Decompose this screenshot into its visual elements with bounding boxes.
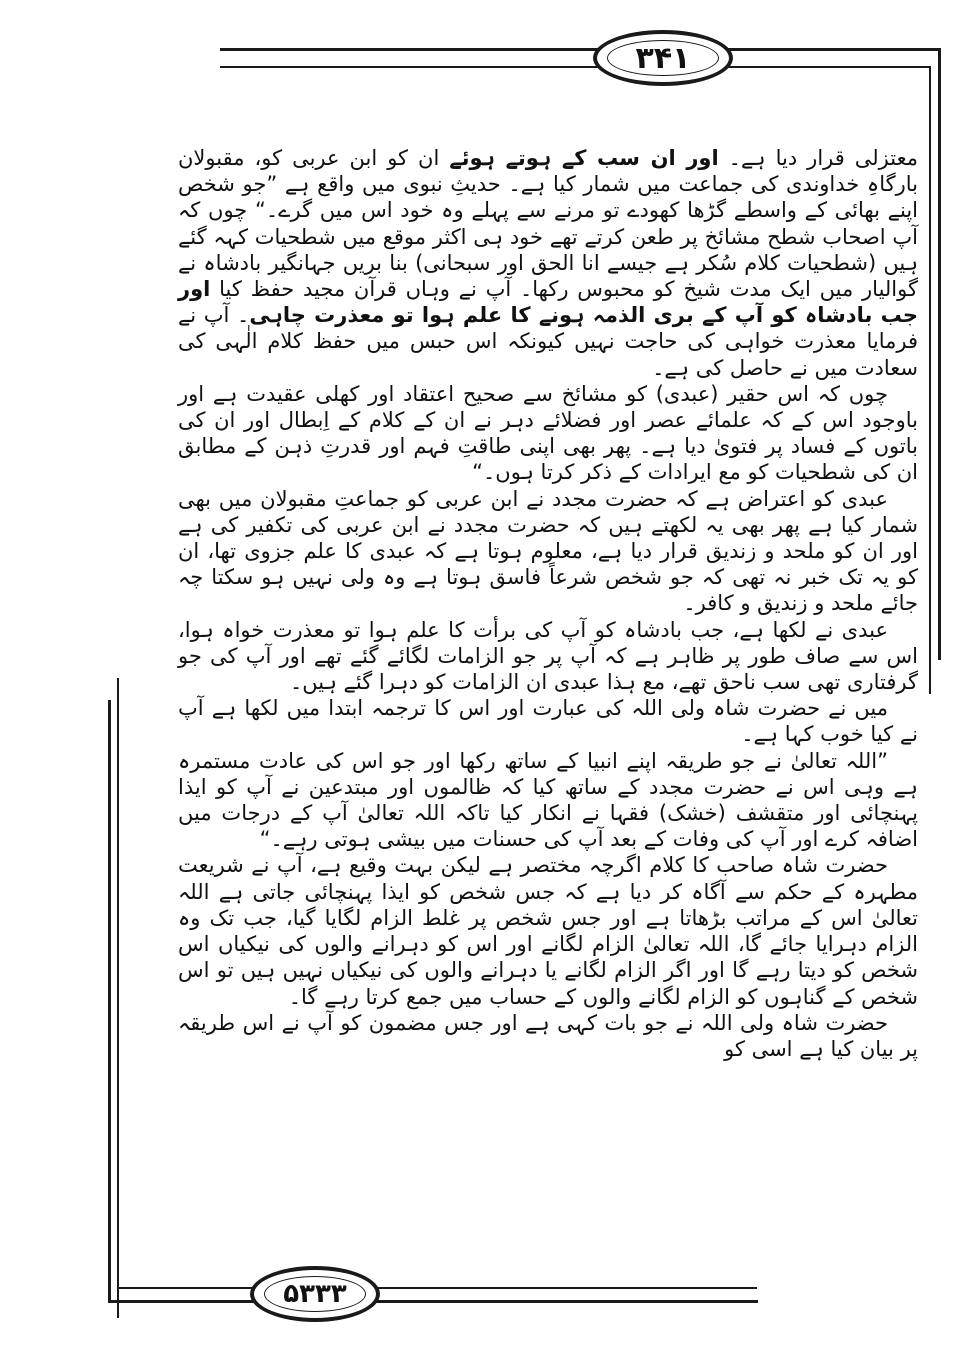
frame-right-inner-line: [929, 66, 931, 694]
body-text: چوں کہ اس حقیر (عبدی) کو مشائخ سے صحیح اعتقاد اور کھلی عقیدت ہے اور باوجود اس کے کہ علمائے عصر اور فضلائے دہر نے ان کے کلام کے اِبطال اور ان کی باتوں کے فساد پر فتویٰ دیا ہے۔ پھر بھی اپنی طاقتِ فہم اور قدرتِ ذہن کے مطابق ان کی شطحیات کو مع ایرادات کے ذکر کرتا ہوں۔“: [178, 381, 918, 485]
body-text: ”اللہ تعالیٰ نے جو طریقہ اپنے انبیا کے ساتھ رکھا اور جو اس کی عادت مستمرہ ہے وہی اس نے حضرت مجدد کے ساتھ کیا کہ ظالموں اور مبتدعین نے آپ کو ایذا پہنچائی اور متقشف (خشک) فقہا نے انکار کیا تاکہ اللہ تعالیٰ آپ کے درجات میں اضافہ کرے اور آپ کی وفات کے بعد آپ کی حسنات میں بیشی ہوتی رہے۔“: [178, 748, 918, 852]
paragraph-p7: [178, 852, 918, 1009]
body-text: ان کو ابن عربی کو، مقبولان بارگاہِ خداوندی کی جماعت میں شمار کیا ہے۔ حدیثِ نبوی میں واقع ہے ”جو شخص اپنے بھائی کے واسطے گڑھا کھودے تو مرنے سے پہلے وہ خود اس میں گرے۔“ چوں کہ آپ اصحاب شطح مشائخ پر طعن کرتے تھے خود ہی اکثر موقع میں شطحیات کہہ گئے ہیں (شطحیات کلام سُکر ہے جیسے انا الحق اور سبحانی) بنا بریں جہانگیر بادشاہ نے گوالیار میں ایک مدت شیخ کو محبوس رکھا۔ آپ نے وہاں قرآن مجید حفظ کیا: [178, 146, 918, 302]
frame-left-outer-line: [108, 700, 111, 1300]
body-text: عبدی کو اعتراض ہے کہ حضرت مجدد نے ابن عربی کو جماعتِ مقبولان میں بھی شمار کیا ہے پھر بھی یہ لکھتے ہیں کہ حضرت مجدد نے ابن عربی کی تکفیر کی ہے اور ان کو ملحد و زندیق قرار دیا ہے، معلوم ہوتا ہے کہ عبدی کا علم جزوی تھا، ان کو یہ تک خبر نہ تھی کہ جو شخص شرعاً فاسق ہوتا ہے وہ ولی نہیں ہو سکتا چہ جائے ملحد و زندیق و کافر۔: [178, 486, 918, 616]
body-text: ۔ آپ نے فرمایا معذرت خواہی کی حاجت نہیں کیونکہ اس حبس میں حفظ کلام الٰہی کی سعادت میں نے حاصل کی ہے۔: [178, 303, 918, 380]
page-number-badge: [593, 30, 733, 86]
footer-code: ۵۳۳۳: [283, 1279, 347, 1309]
header-rule-inner: [220, 66, 930, 68]
emphasis-text: اور جب بادشاہ کو آپ کے بری الذمہ ہونے کا علم ہوا تو معذرت چاہی: [178, 277, 918, 328]
paragraph-p1: [178, 145, 918, 381]
body-text: معتزلی قرار دیا ہے۔: [718, 146, 918, 170]
footer-code-badge: [250, 1266, 380, 1322]
body-text: عبدی نے لکھا ہے، جب بادشاہ کو آپ کی برأت کا علم ہوا تو معذرت خواہ ہوا، اس سے صاف طور پر ظاہر ہے کہ آپ پر جو الزامات لگائے گئے تھے اور آپ کی جو گرفتاری تھی سب ناحق تھے، مع ہذا عبدی ان الزامات کو دہرا گئے ہیں۔: [178, 617, 918, 695]
frame-left-inner-line: [117, 678, 119, 1318]
body-text: میں نے حضرت شاہ ولی اللہ کی عبارت اور اس کا ترجمہ ابتدا میں لکھا ہے آپ نے کیا خوب کہا ہے۔: [178, 696, 918, 747]
paragraph-p5: [178, 695, 918, 747]
paragraph-p8: [178, 1010, 918, 1062]
footer-rule-outer: [108, 1300, 758, 1303]
header-rule-outer: [220, 48, 940, 51]
paragraph-p2: [178, 381, 918, 486]
paragraph-p3: [178, 486, 918, 617]
emphasis-text: اور ان سب کے ہوتے ہوئے: [449, 146, 719, 170]
frame-right-outer-line: [938, 48, 941, 660]
paragraph-p4: [178, 617, 918, 696]
paragraph-p6: [178, 748, 918, 853]
page-number: ۳۴۱: [635, 40, 691, 76]
body-text: حضرت شاہ ولی اللہ نے جو بات کہی ہے اور جس مضمون کو آپ نے اس طریقہ پر بیان کیا ہے اسی کو: [178, 1010, 918, 1061]
footer-rule-inner: [117, 1287, 757, 1289]
main-text-body: [178, 145, 918, 1062]
body-text: حضرت شاہ صاحب کا کلام اگرچہ مختصر ہے لیکن بہت وقیع ہے، آپ نے شریعت مطہرہ کے حکم سے آگاہ کر دیا ہے کہ جس شخص کو ایذا پہنچائی جاتی ہے اللہ تعالیٰ اس کے مراتب بڑھاتا ہے اور جس شخص پر غلط الزام لگایا گیا، جب تک وہ الزام دہرایا جائے گا، اللہ تعالیٰ الزام لگانے اور اس کو دہرانے والوں کی نیکیاں اس شخص کو دیتا رہے گا اور اگر الزام لگانے یا دہرانے والوں کی نیکیاں نہیں ہیں تو اس شخص کے گناہوں کو الزام لگانے والوں کے حساب میں جمع کرتا رہے گا۔: [178, 853, 918, 1009]
